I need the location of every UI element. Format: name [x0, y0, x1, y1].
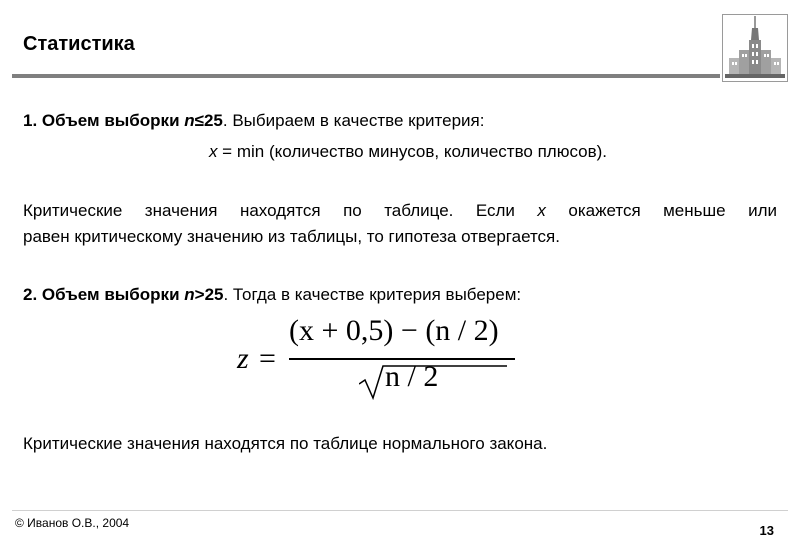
section1-rest: . Выбираем в качестве критерия: [222, 111, 485, 130]
paragraph1-line1-b: окажется меньше или [545, 201, 777, 220]
formula-denominator: n / 2 [385, 360, 439, 393]
slide-title: Статистика [23, 33, 135, 55]
section1-var: n [184, 111, 195, 130]
paragraph1-line1-var: x [537, 201, 546, 220]
criterion-var: x [208, 142, 218, 161]
section2-rest: . Тогда в качестве критерия выберем: [223, 285, 522, 304]
formula-numerator: (x + 0,5) − (n / 2) [289, 314, 499, 347]
z-formula [237, 314, 527, 402]
paragraph1-line1 [23, 201, 777, 221]
section2-var: n [184, 285, 195, 304]
footer-copyright: © Иванов О.В., 2004 [15, 516, 130, 530]
paragraph1-line2: равен критическому значению из таблицы, то гипотеза отвергается. [23, 227, 560, 246]
paragraph2: Критические значения находятся по таблице нормального закона. [23, 434, 548, 453]
footer-divider [12, 510, 788, 511]
section1-heading [23, 111, 484, 131]
section2-heading [23, 285, 521, 305]
page-number: 13 [759, 523, 774, 538]
section1-criterion [0, 142, 800, 162]
section1-prefix: 1. Объем выборки [23, 111, 185, 130]
section2-cond: >25 [194, 285, 224, 304]
title-divider [12, 74, 720, 78]
university-building-logo [722, 14, 788, 82]
section1-cond: ≤25 [194, 111, 223, 130]
paragraph1-line1-a: Критические значения находятся по таблице. Если [23, 201, 538, 220]
section2-prefix: 2. Объем выборки [23, 285, 185, 304]
formula-lhs: z [237, 342, 249, 375]
formula-equals: = [259, 342, 276, 375]
criterion-rest: = min (количество минусов, количество плюсов). [217, 142, 608, 161]
